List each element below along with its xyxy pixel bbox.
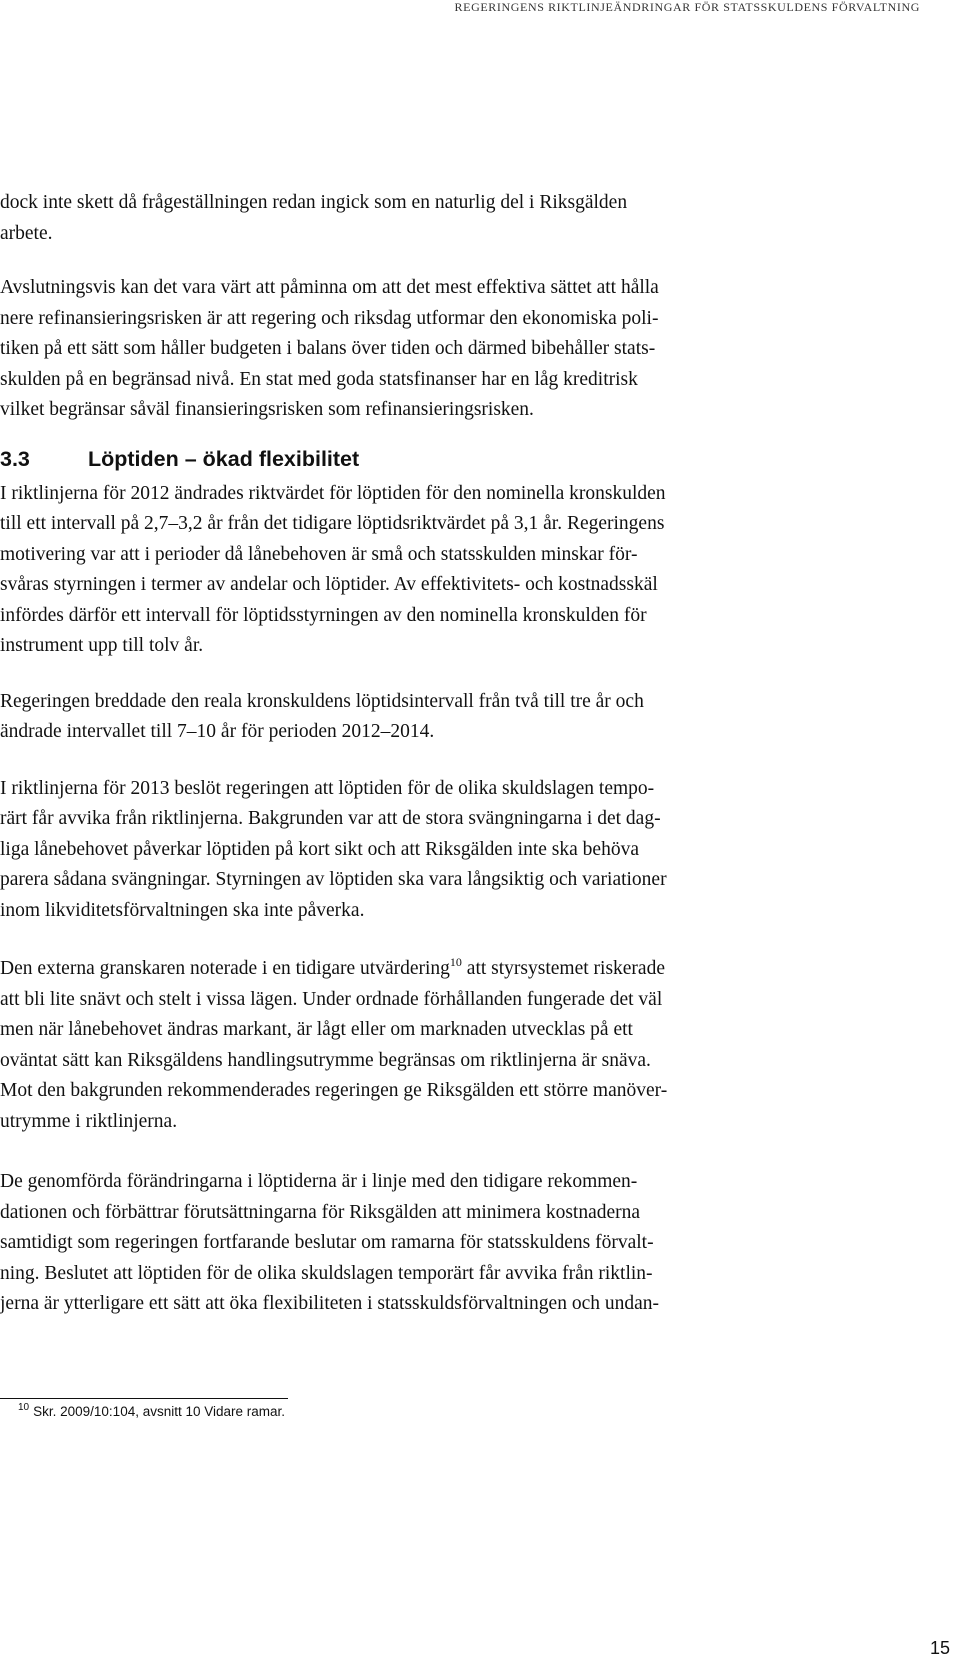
text-line: samtidigt som regeringen fortfarande beslutar om ramarna för statsskuldens förvalt- [0,1232,654,1253]
text-line: I riktlinjerna för 2013 beslöt regeringen att löptiden för de olika skuldslagen tempo- [0,777,655,799]
footnote [18,1402,285,1419]
text-line: vilket begränsar såväl finansieringsrisken som refinansieringsrisken. [0,399,534,420]
text-line: ning. Beslutet att löptiden för de olika skuldslagen temporärt får avvika från riktlin- [0,1262,653,1284]
footnote-mark: 10 [18,1402,30,1413]
section-heading [0,444,960,474]
text-line [0,954,960,985]
text-line: Regeringen breddade den reala kronskuldens löptidsintervall från två till tre år och [0,690,644,712]
text-line: nere refinansieringsrisken är att regering och riksdag utformar den ekonomiska poli- [0,307,659,329]
text-line: rärt får avvika från riktlinjerna. Bakgrunden var att de stora svängningarna i det dag- [0,808,661,829]
text-line: jerna är ytterligare ett sätt att öka flexibiliteten i statsskuldsförvaltningen och undan- [0,1293,660,1314]
text-line: motivering var att i perioder då lånebehoven är små och statsskulden minskar för- [0,543,638,565]
text-line: dationen och förbättrar förutsättningarna för Riksgälden att minimera kostnaderna [0,1201,641,1223]
paragraph-real-krona-debt [0,687,960,748]
text-line: utrymme i riktlinjerna. [0,1110,178,1132]
text-fragment: Den externa granskaren noterade i en tidigare utvärdering [0,958,450,979]
section-title: Löptiden – ökad flexibilitet [88,446,360,471]
text-line: instrument upp till tolv år. [0,635,204,656]
paragraph-2013-guidelines [0,774,960,927]
text-line: ändrade intervallet till 7–10 år för perioden 2012–2014. [0,721,435,742]
text-line: De genomförda förändringarna i löptiderna är i linje med den tidigare rekommen- [0,1171,638,1192]
footnote-reference: 10 [449,955,462,969]
text-line: arbete. [0,222,53,244]
text-line: Avslutningsvis kan det vara värt att påminna om att det mest effektiva sättet att hålla [0,277,659,298]
footnote-text: Skr. 2009/10:104, avsnitt 10 Vidare ramar. [33,1404,286,1419]
paragraph-refinancing-risk [0,273,960,426]
text-line: skulden på en begränsad nivå. En stat med goda statsfinanser har en låg kreditrisk [0,368,638,390]
text-line: tiken på ett sätt som håller budgeten i balans över tiden och därmed bibehåller stats- [0,338,656,359]
text-line: till ett intervall på 2,7–3,2 år från det tidigare löptidsriktvärdet på 3,1 år. Regeringens [0,513,665,534]
paragraph-2012-guidelines [0,479,960,662]
body-text [0,188,960,1320]
page-number: 15 [929,1638,950,1658]
paragraph-continuation [0,188,960,249]
text-line: Mot den bakgrunden rekommenderades regeringen ge Riksgälden ett större manöver- [0,1080,668,1101]
text-line: infördes därför ett intervall för löptidsstyrningen av den nominella kronskulden för [0,604,647,626]
text-line: inom likviditetsförvaltningen ska inte påverka. [0,899,365,921]
text-fragment: att styrsystemet riskerade [461,958,665,979]
text-line: men när lånebehovet ändras markant, är lågt eller om marknaden utvecklas på ett [0,1019,633,1040]
text-line: svåras styrningen i termer av andelar och löptider. Av effektivitets- och kostnadsskäl [0,574,658,595]
footnote-divider [0,1398,288,1399]
text-line: att bli lite snävt och stelt i vissa lägen. Under ordnade förhållanden fungerade det väl [0,988,663,1010]
text-line: dock inte skett då frågeställningen redan ingick som en naturlig del i Riksgälden [0,192,628,213]
text-line: liga lånebehovet påverkar löptiden på kort sikt och att Riksgälden inte ska behöva [0,838,639,860]
text-line: oväntat sätt kan Riksgäldens handlingsutrymme begränsas om riktlinjerna är snäva. [0,1049,651,1071]
paragraph-conclusion [0,1167,960,1320]
text-line: I riktlinjerna för 2012 ändrades riktvärdet för löptiden för den nominella kronskulden [0,482,666,504]
paragraph-external-reviewer [0,954,960,1137]
text-line: parera sådana svängningar. Styrningen av löptiden ska vara långsiktig och variationer [0,869,667,890]
running-header: REGERINGENS RIKTLINJEÄNDRINGAR FÖR STATSSKULDENS FÖRVALTNING [454,0,920,14]
section-number: 3.3 [0,446,30,471]
